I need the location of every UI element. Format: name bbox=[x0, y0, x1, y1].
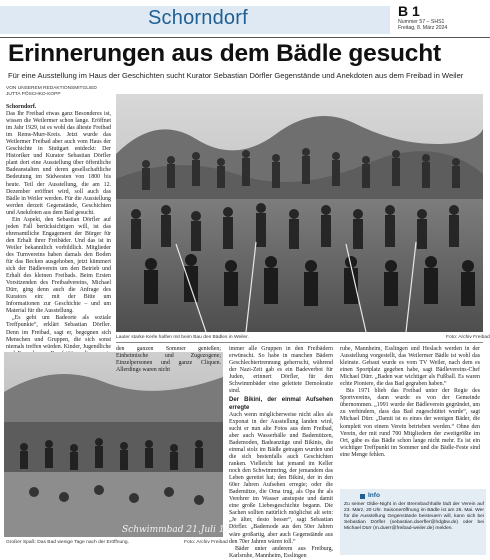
main-photo-caption: Lauter starke Kerle halfen mit beim Bau des Bädles in Weiler. bbox=[116, 335, 249, 340]
dateline: Schorndorf. bbox=[6, 104, 37, 110]
paragraph: den ganzen Sommer genießen; Einheimische und Zugezogene; Einzelpersonen und ganze Cliquen. Allerdings waren nicht bbox=[116, 346, 221, 374]
page-meta bbox=[398, 19, 447, 31]
main-photo-credit: Foto: Archiv Freibad bbox=[446, 335, 490, 340]
byline-author: JUTTA PÖSCHKO-KOPP bbox=[6, 92, 61, 97]
main-photo-image bbox=[116, 94, 483, 332]
small-photo bbox=[4, 352, 242, 537]
paragraph: „Es geht um Badeorte als soziale Treffpunkte“, erklärt Sebastian Dörfler. Denn im Freibad, sagt er, begegnen sich Menschen und Gruppen, die sich sonst niemals treffen würden. Kinder, Jugendliche bbox=[6, 315, 111, 350]
issue-date: Freitag, 8. März 2024 bbox=[398, 25, 448, 31]
small-photo-image bbox=[4, 352, 242, 537]
paragraph: Auch wenn möglicherweise nicht alles als Exponat in der Ausstellung landen wird, sucht er nun alte Fotos aus dem Freibad, aber auch Wasserbälle und Bademützen, Bademoden, Badeanzüge und Bikinis, die einmal stolz im Bädle getragen wurden und die sich bestenfalls auch Geschichten ranken. Vielleicht hat jemand im Keller noch den Schwimmring, der jemandem das Leben gerettet hat; den Bikini, der in den 60er Jahren Aufsehen erregte; oder die Bademütze, die Oma trug, als Opa ihr als Verehrer im Wasser anstupste und damit eine große Liebesgeschichte begann. Die Sachen sollten natürlich möglichst alt sein: „Je älter, desto besser“, sagt Sebastian Dörfler. „Bademode aus den 50er Jahren wäre großartig, aber auch Gegenstände aus den 70er Jahren wären toll.“ bbox=[229, 411, 333, 545]
paragraph: ruhe, Mannheim, Esslingen und Heslach werden in der Ausstellung vorgestellt, das Weilermer Bädle ist wohl das kleinste. Gebaut wurde es vom TV Weiler, nach dem es einen Sportplatz gegeben habe, sagt Bädlevereins-Chef Michael Dürr. „Baden war wichtiger als Fußball. Es waren echte Pioniere, die das Bad gegraben haben.“ bbox=[340, 346, 480, 388]
article-column-1 bbox=[6, 104, 111, 372]
section-rule bbox=[116, 342, 483, 343]
paragraph: Bis 1971 blieb das Freibad unter der Regie des Sportvereins, dann wurde es von der Gemeinde übernommen. „1991 wurde der Bädleverein gegründet, um zu verhindern, dass das Bad zugeschüttet wurde“, sagt Michael Dürr. „Damit ist es eines der wenigen Bäder, die komplett von einem Verein betrieben werden.“ Ohne den Verein, der mit rund 700 Mitgliedern der zweitgrößte im Ort, gäbe es das Bädle schon lange nicht mehr. Es ist ein wichtiger Treffpunkt im Sommer und die Bädle-Feste sind eine Menge fehlen. bbox=[340, 388, 480, 458]
photo-inscription: Schwimmbad 21.Juli 1929 bbox=[122, 525, 242, 535]
headline: Erinnerungen aus dem Bädle gesucht bbox=[8, 40, 441, 67]
page-code: B 1 bbox=[398, 3, 420, 19]
ressort-title: Schorndorf bbox=[148, 7, 248, 29]
top-rule bbox=[0, 37, 490, 38]
info-title: Info bbox=[368, 492, 380, 499]
subheading: Der Bikini, der einmal Aufsehen erregte bbox=[229, 397, 333, 411]
byline bbox=[6, 86, 111, 98]
article-column-2 bbox=[116, 346, 221, 374]
main-photo bbox=[116, 94, 483, 332]
small-photo-credit: Foto: Archiv Freibad bbox=[184, 540, 228, 545]
article-column-4 bbox=[340, 346, 480, 459]
article-column-3 bbox=[229, 346, 333, 560]
paragraph: Ein Aspekt, den Sebastian Dörfler auf jeden Fall berücksichtigen will, ist das ehrenamtliche Engagement der Bürger für den Erhalt ihrer Freibäder. Und das ist in Weiler bekanntlich vorbildlich. Mitglieder des Turnvereins haben damals den Boden für das Becken ausgehoben, jetzt kümmert sich der Bädleverein um den Betrieb und Erhalt des kleinen Freibads. Beim Ersten Vorsitzenden des Freibadvereins, Michael Dürr, ging denn auch die Anfrage des Kurators ein: mit der Bitte um Informationen zur Geschichte – und um Material für die Ausstellung. bbox=[6, 216, 111, 315]
issue-number: Nummer 57 – SHS1 bbox=[398, 19, 445, 25]
subline: Für eine Ausstellung im Haus der Geschichten sucht Kurator Sebastian Dörfler Gegenstände und Anekdoten aus dem Freibad in Weiler bbox=[8, 71, 464, 80]
paragraph: Das Ihr Freibad etwas ganz Besonderes ist, wissen die Weilermer schon lange. Eröffnet im Jahr 1929, ist es wohl das älteste Freibad im Rems-Murr-Kreis. Jetzt wurde das Weilermer Freibad aber auch vom Haus der Geschichte in Stuttgart entdeckt: Der Historiker und Kurator Sebastian Dörfler plant dort eine Ausstellung über öffentliche Badeanstalten und deren gesellschaftliche Bedeutung im Südwesten von 1800 bis heute. Teil der Ausstellung, die am 12. Dezember eröffnet wird, soll auch das Bädle in Weiler werden. Für die Ausstellung werden derzeit Gegenstände, Geschichten und Anekdoten aus dem Bad gesucht. bbox=[6, 111, 111, 216]
small-photo-caption: Großer Spaß: Das Bad wenige Tage nach der Eröffnung. bbox=[6, 540, 129, 545]
masthead bbox=[0, 0, 490, 38]
byline-prefix: VON UNSEREM REDAKTIONSMITGLIED bbox=[6, 86, 97, 91]
paragraph: immer alle Gruppen in den Freibädern erwünscht. So habe in manchen Bädern Geschlechtertrennung geherrscht, während der Nazi-Zeit gab es ein Badeverbot für Juden, erinnert Dörfler, für den Schwimmbäder eine geleitete Demokratie sind. bbox=[229, 346, 333, 395]
info-text: Zu seiner Oldie-Night in der Brennbachhalle lädt der Verein auf 23. März, 20 Uhr. Saisoneröffnung im Bädle ist am 25. Mai. Wer für die Ausstellung Gegenstände beisteuern will, kann sich bei Sebastian Dörfler (sebastian.doerfler@hdgbw.de) oder bei Michael Dürr (m.duerr@freibad-weiler.de) melden. bbox=[344, 502, 484, 532]
info-marker-icon bbox=[360, 494, 365, 499]
paragraph: Bäder unter anderem aus Freiburg, Karlsruhe, Mannheim, Esslingen bbox=[229, 545, 333, 559]
